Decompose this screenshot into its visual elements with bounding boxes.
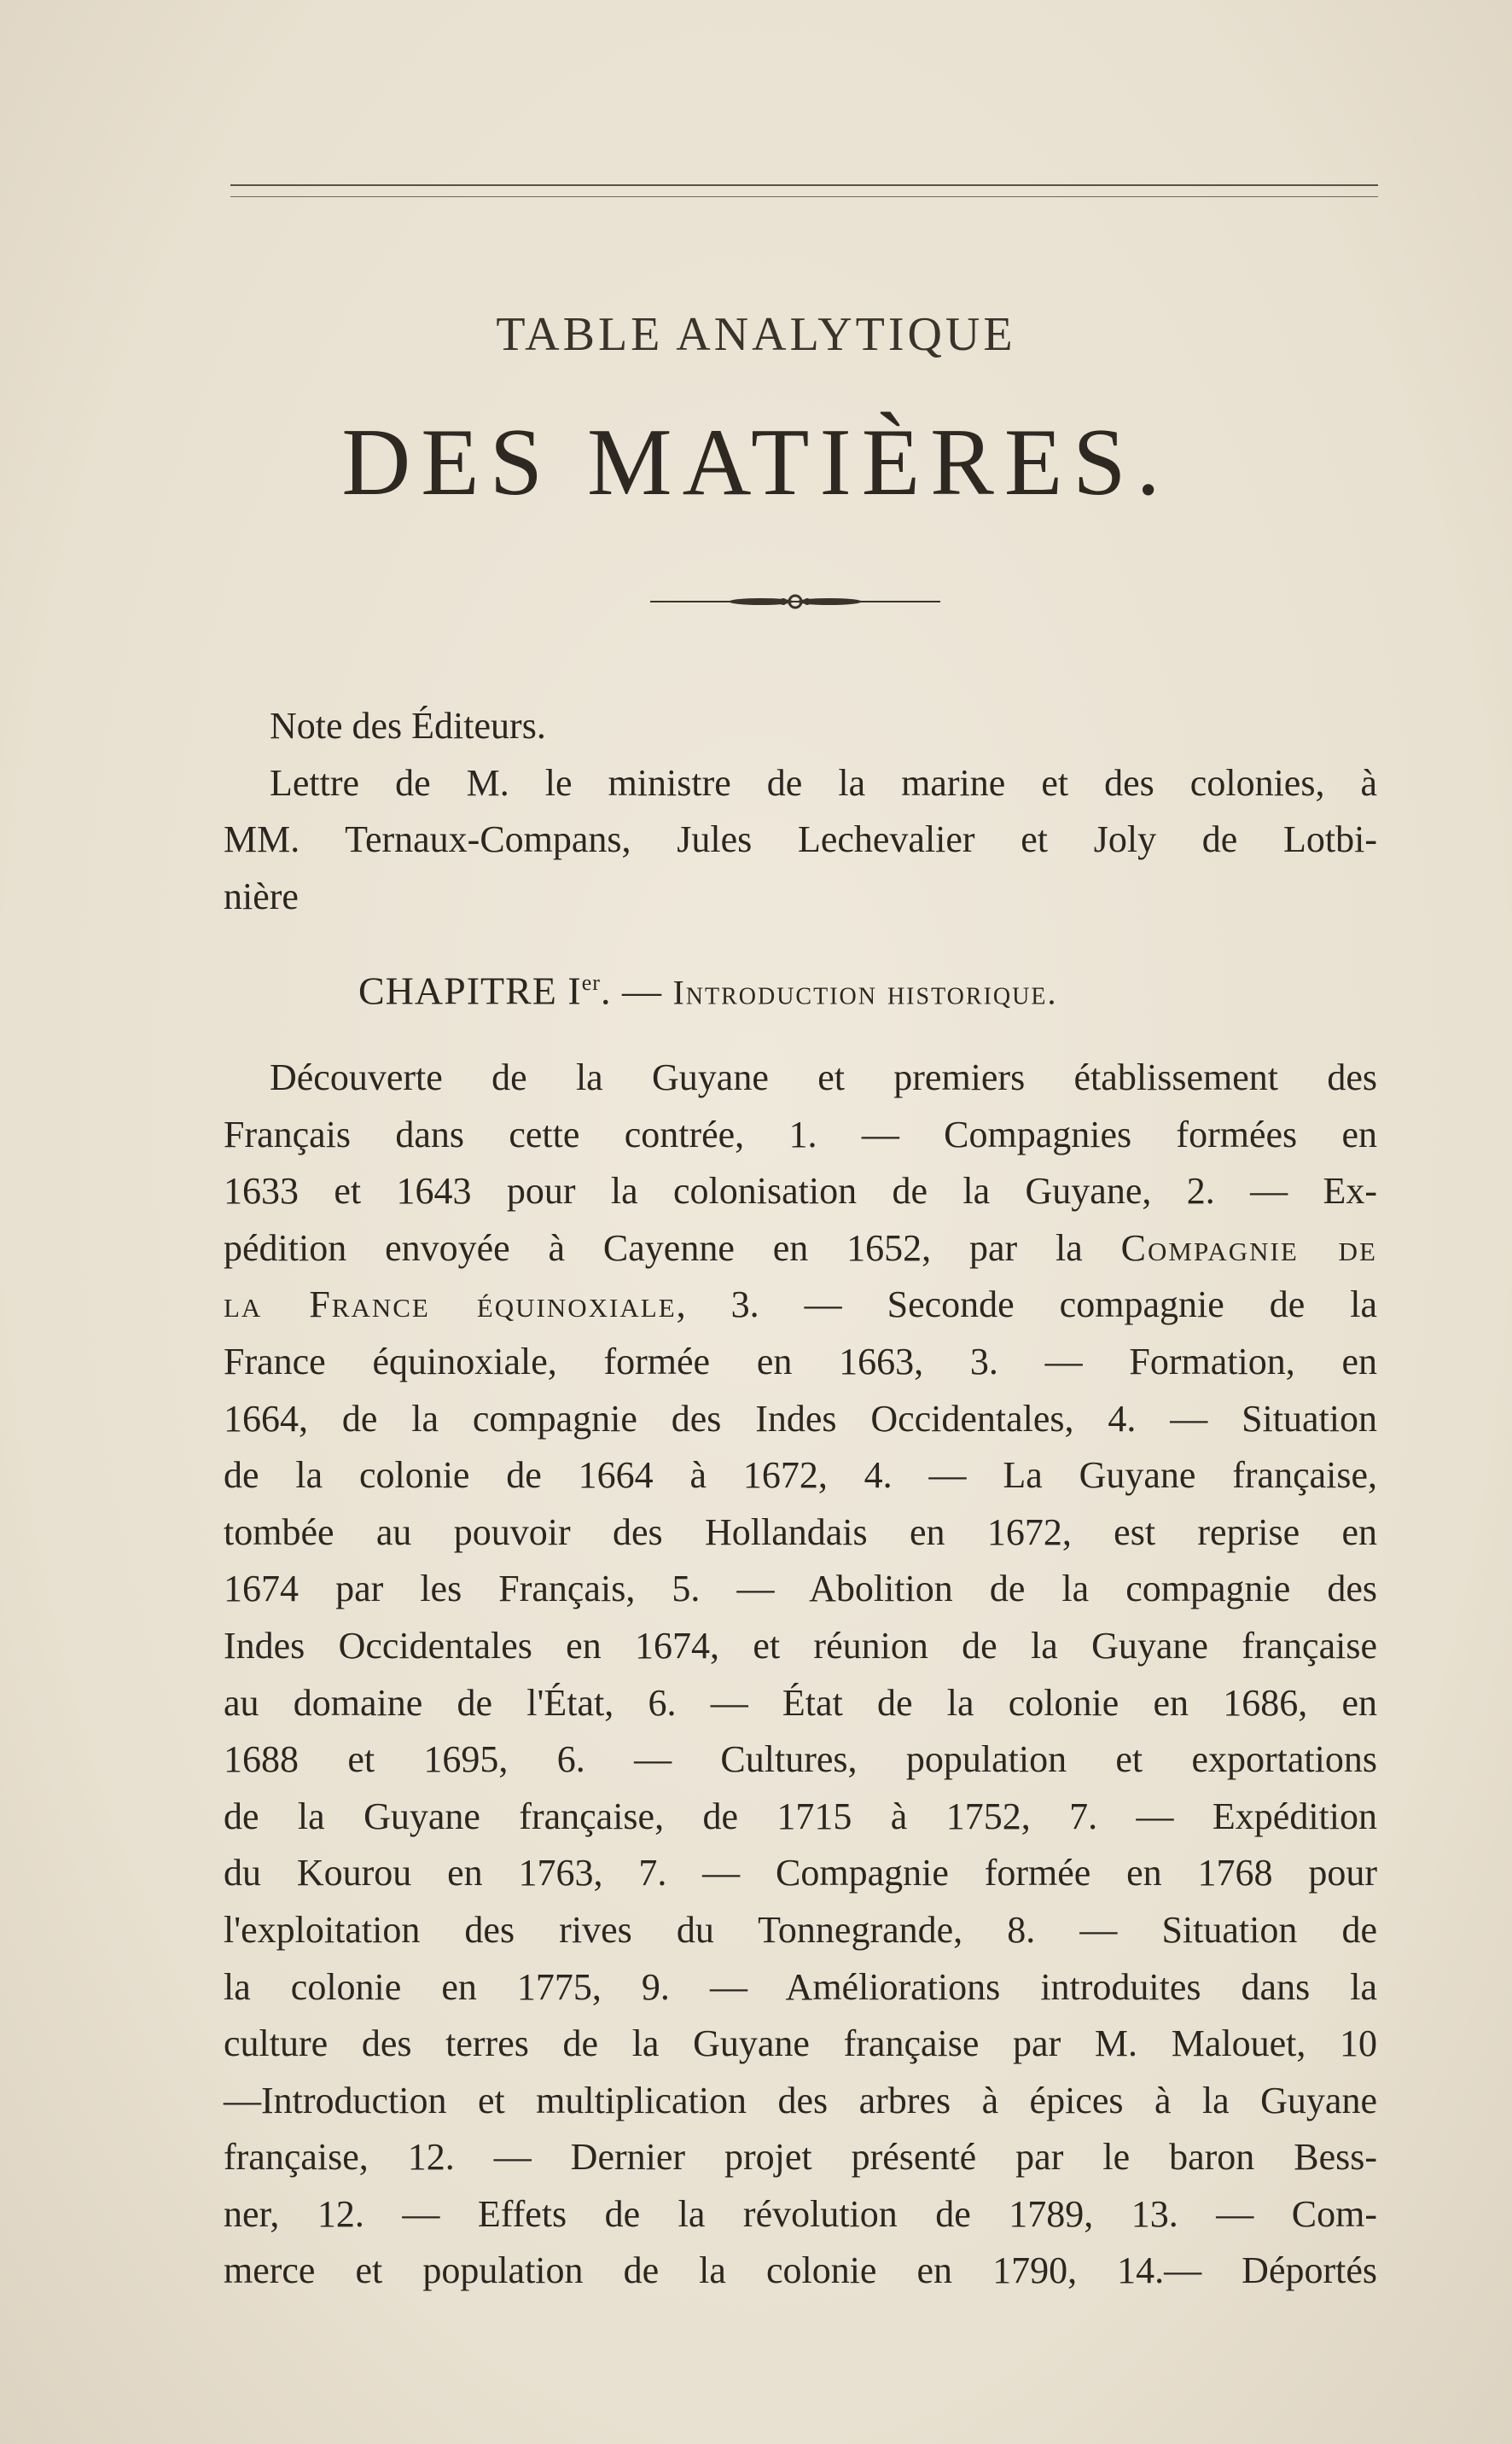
summary-text: merce et population de la colonie en 1790, 14.— Déportés [224,2249,1377,2292]
summary-line [224,1675,1377,1732]
summary-text: ner, 12. — Effets de la révolution de 1789, 13. — Com- [224,2192,1377,2235]
top-double-rule-lower [230,196,1378,197]
summary-text: Découverte de la Guyane et premiers établissement des [270,1056,1377,1098]
summary-line [224,1277,1377,1334]
summary-line [224,1107,1377,1164]
summary-text: la colonie en 1775, 9. — Améliorations introduites dans la [224,1965,1377,2008]
summary-text: Indes Occidentales en 1674, et réunion de la Guyane française [224,1624,1377,1667]
summary-text: Français dans cette contrée, 1. — Compagnies formées en [224,1113,1377,1155]
summary-text: tombée au pouvoir des Hollandais en 1672, est reprise en [224,1510,1377,1553]
summary-line [224,1447,1377,1504]
summary-text: de la Guyane française, de 1715 à 1752, 7. — Expédition [224,1795,1377,1837]
summary-line [224,1220,1377,1277]
summary-line [224,1789,1377,1846]
summary-smallcaps: Compagnie de [1120,1226,1377,1269]
title-des-matieres: DES MATIÈRES. [341,410,1171,515]
summary-line [224,1561,1377,1618]
summary-line [224,1845,1377,1902]
summary-smallcaps: la France équinoxiale [224,1283,677,1326]
summary-line [224,2186,1377,2243]
summary-line [224,1959,1377,2016]
summary-line [224,1391,1377,1448]
summary-line [224,1618,1377,1675]
summary-line [224,2243,1377,2300]
summary-text: 1674 par les Français, 5. — Abolition de la compagnie des [224,1568,1377,1610]
chapter-summary [224,1050,1377,2300]
ornament-divider [650,589,940,614]
chapter-label: CHAPITRE I [358,969,582,1013]
summary-text: culture des terres de la Guyane française par M. Malouet, 10 [224,2022,1377,2065]
summary-text: 1688 et 1695, 6. — Cultures, population et exportations [224,1738,1377,1781]
summary-text: , 3. — Seconde compagnie de la [676,1283,1377,1326]
letter-line-1: Lettre de M. le ministre de la marine et des colonies, à [270,761,1377,804]
note-des-editeurs: Note des Éditeurs. [270,705,546,747]
summary-text: française, 12. — Dernier projet présenté par le baron Bess- [224,2136,1377,2179]
summary-text: —Introduction et multiplication des arbres à épices à la Guyane [224,2079,1377,2121]
summary-line [224,1504,1377,1562]
summary-line [224,1902,1377,1959]
summary-line [224,2016,1377,2073]
summary-line [224,1334,1377,1391]
summary-text: de la colonie de 1664 à 1672, 4. — La Guyane française, [224,1454,1377,1497]
summary-line [224,1731,1377,1789]
letter-line-3: nière [224,875,299,917]
summary-text: l'exploitation des rives du Tonnegrande, 8. — Situation de [224,1908,1377,1951]
top-double-rule-upper [230,184,1378,186]
summary-text: pédition envoyée à Cayenne en 1652, par la [224,1226,1121,1269]
front-matter [224,698,1377,925]
chapter-sep: . — [600,969,673,1013]
title-table-analytique: TABLE ANALYTIQUE [496,308,1016,361]
summary-text: du Kourou en 1763, 7. — Compagnie formée en 1768 pour [224,1852,1377,1894]
summary-text: France équinoxiale, formée en 1663, 3. — Formation, en [224,1340,1377,1382]
summary-line [224,2073,1377,2130]
chapter-sup: er [581,970,601,995]
summary-line [224,2129,1377,2186]
letter-line-2: MM. Ternaux-Compans, Jules Lechevalier et Joly de Lotbi- [224,818,1377,861]
summary-line [224,1050,1377,1107]
summary-line [224,1163,1377,1220]
summary-text: 1664, de la compagnie des Indes Occidentales, 4. — Situation [224,1397,1377,1440]
chapter-title: Introduction historique. [672,973,1058,1012]
summary-text: au domaine de l'État, 6. — État de la colonie en 1686, en [224,1681,1377,1724]
chapter-heading [358,957,1340,1018]
summary-text: 1633 et 1643 pour la colonisation de la Guyane, 2. — Ex- [224,1170,1377,1213]
